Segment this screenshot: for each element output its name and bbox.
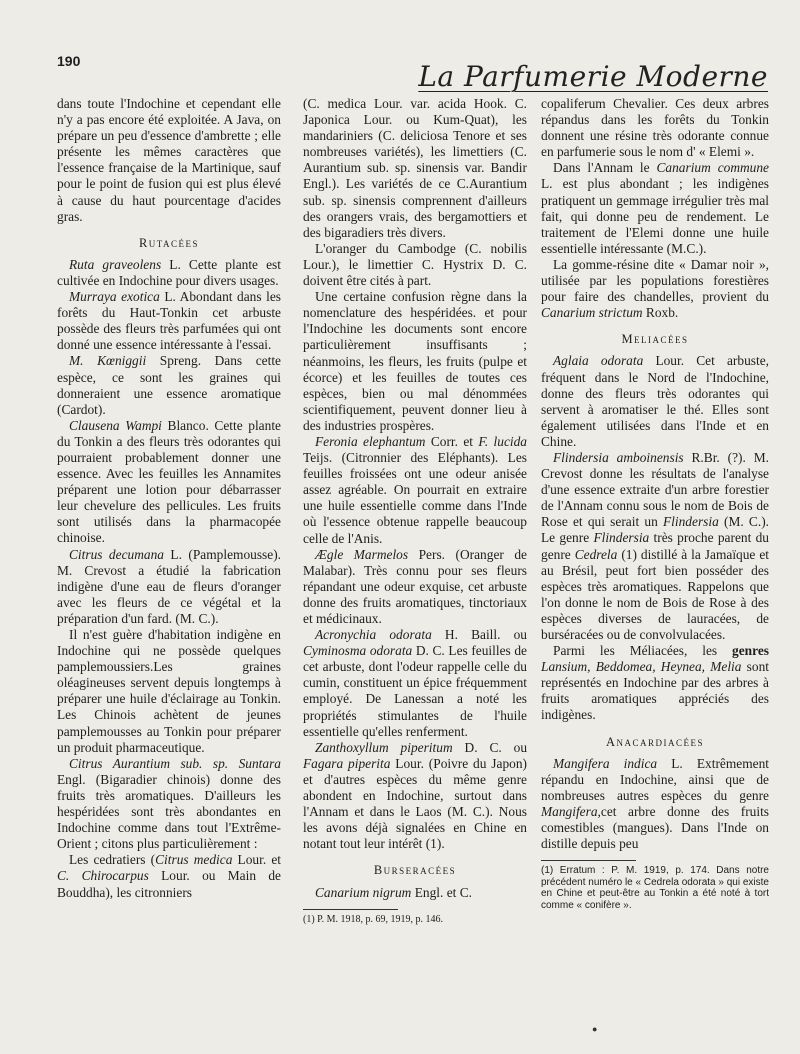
page-number: 190 [57,53,81,69]
species-name: Mangifera indica [553,755,658,771]
paragraph: Mangifera indica L. Extrêmement répandu en Indochine, ainsi que de nombreuses autres espèces du genre Mangifera,cet arbre donne des fruits comestibles (mangues). Dans l'Inde on distille depuis peu [541,755,769,852]
species-name: Ægle Marmelos [315,546,409,562]
species-name: Zanthoxyllum piperitum [315,739,453,755]
paragraph: Murraya exotica L. Abondant dans les forêts du Haut-Tonkin cet arbuste possède des fleurs très parfumées qui ont donné une essence intéressante à l'essai. [57,289,281,353]
species-name: Cedrela [574,546,618,562]
paragraph: M. Kœniggii Spreng. Dans cette espèce, ce sont les graines qui donneraient une essence aromatique (Cardot). [57,353,281,417]
species-name: Feronia elephantum [315,433,426,449]
text-column-1 [57,96,281,901]
species-name: Citrus Aurantium sub. sp. Suntara [69,755,281,771]
species-name: Aglaia odorata [553,353,644,369]
species-name: Canarium nigrum [315,884,412,900]
paragraph: Il n'est guère d'habitation indigène en Indochine qui ne possède quelques pamplemoussiers.Les graines oléagineuses servent depuis longtemps à préparer une huile d'éclairage au Tonkin. Les Chinois achètent de jeunes pamplemousses au Tonkin pour préparer un produit pharmaceutique. [57,627,281,755]
bullet-ornament-icon: ● [592,1024,598,1034]
paragraph: Ægle Marmelos Pers. (Oranger de Malabar). Très connu pour ses fleurs répandant une odeur exquise, cet arbuste donne des fruits aromatiques, tinctoriaux et médicinaux. [303,546,528,626]
paragraph: Canarium nigrum Engl. et C. [315,884,472,900]
species-name: Mangifera [541,803,598,819]
journal-title: La Parfumerie Moderne [418,60,768,93]
paragraph: Acronychia odorata H. Baill. ou Cyminosma odorata D. C. Les feuilles de cet arbuste, dont l'odeur rappelle celle du cumin, constituent un épice fréquemment employé. De Lanessan a noté les propriétés stimulantes de l'huile essentielle qu'elles renferment. [303,627,528,739]
species-name: Canarium strictum [541,305,643,321]
species-name: Flindersia [662,514,719,530]
footnote: (1) P. M. 1918, p. 69, 1919, p. 146. [303,913,444,925]
footnote-divider [541,860,636,861]
section-heading-rutacees: Rutacées [138,235,200,250]
paragraph: Parmi les Méliacées, les genres Lansium, Beddomea, Heynea, Melia sont représentés en Indochine par des arbres à fruits aromatiques appréciés des indigènes. [541,643,770,723]
species-name: Flindersia amboinensis [553,449,684,465]
species-name: Lansium, Beddomea, Heynea, Melia [541,659,742,675]
paragraph: Citrus decumana L. (Pamplemousse). M. Crevost a étudié la fabrication indigène d'une eau de fleurs d'oranger avec les fleurs de ce végétal et la préparation d'un fard. (M. C.). [57,546,282,626]
species-name: Citrus decumana [69,546,164,562]
paragraph: (C. medica Lour. var. acida Hook. C. Japonica Lour. ou Kum-Quat), les mandariniers (C. deliciosa Tenore et ses nombreuses variétés), les limettiers (C. Aurantium sub. sp. sinensis var. Bandir Engl.). Les variétés de ce C.Aurantium sub. sp. sinensis comprennent d'ailleurs des orangers vrais, des bergamottiers et des bigaradiers très divers. [303,96,527,240]
species-name: Flindersia [593,530,650,546]
species-name: Cyminosma odorata [303,643,413,659]
species-name: Citrus medica [155,852,233,868]
paragraph: copaliferum Chevalier. Ces deux arbres répandus dans les forêts du Tonkin donnent une résine très odorante connue en parfumerie sous le nom d' « Elemi ». [541,96,769,160]
paragraph: Les cedratiers (Citrus medica Lour. et C. Chirocarpus Lour. ou Main de Bouddha), les citronniers [57,852,281,900]
paragraph: Une certaine confusion règne dans la nomenclature des hespéridées. et pour l'Indochine les documents sont encore particulièrement insuffisants ; néanmoins, les fleurs, les fruits (pulpe et écorce) et les feuilles de toutes ces espèces, bien ou mal dénommées scientifiquement, peuvent donner lieu à des industries prospères. [303,289,527,433]
emphasis: genres [732,643,769,659]
page-header [0,0,800,96]
text-column-3 [541,96,769,911]
species-name: Clausena Wampi [69,417,162,433]
paragraph: dans toute l'Indochine et cependant elle n'y a pas encore été exploitée. A Java, on prépare un peu d'essence d'ambrette ; elle présente les mêmes caractères que l'essence française de la Martinique, sauf pour le point de fusion qui est plus élevé à cause du haut pourcentage d'acides gras. [57,96,281,224]
species-name: C. Chirocarpus [57,868,149,884]
species-name: Murraya exotica [69,289,160,305]
species-name: Ruta graveolens [69,256,162,272]
species-name: Fagara piperita [303,755,391,771]
paragraph: L'oranger du Cambodge (C. nobilis Lour.), le limettier C. Hystrix D. C. doivent être cités à part. [303,240,527,289]
species-name: M. Kœniggii [69,353,147,369]
paragraph: Dans l'Annam le Canarium commune L. est plus abondant ; les indigènes pratiquent un gemmage irrégulier très mal fait, qui donne peu de rendement. Le traitement de l'Elemi donne une huile essentielle intéressante (M.C.). [541,160,770,256]
paragraph: Clausena Wampi Blanco. Cette plante du Tonkin a des fleurs très odorantes qui pourraient probablement donner une essence. Avec les feuilles les Annamites préparent une lotion pour débarrasser leur chevelure des pellicules. Les fruits sont utilisés dans la pharmacopée chinoise. [57,417,281,546]
paragraph: Ruta graveolens L. Cette plante est cultivée en Indochine pour divers usages. [57,256,281,288]
species-name: Canarium commune [656,160,770,176]
paragraph: Aglaia odorata Lour. Cet arbuste, fréquent dans le Nord de l'Indochine, donne des fleurs très odorantes qui servent à aromatiser le thé. Elles sont également utilisées dans l'Inde et en Chine. [541,353,769,449]
footnote-divider [303,909,398,910]
paragraph: Citrus Aurantium sub. sp. Suntara Engl. (Bigaradier chinois) donne des fruits très aromatiques. D'ailleurs les hespéridées sont très abondantes en Indochine comme dans tout l'Extrême-Orient ; citons plus particulièrement : [57,755,281,852]
paragraph: Feronia elephantum Corr. et F. lucida Teijs. (Citronnier des Eléphants). Les feuilles froissées ont une odeur anisée assez agréable. On pourrait en extraire une huile essentielle comme dans l'Inde où l'essence obtenue rappelle beaucoup celle de l'Anis. [303,433,527,546]
section-heading-anacardiacees: Anacardiacées [605,734,705,749]
species-name: F. lucida [478,433,527,449]
species-name: Acronychia odorata [315,627,432,643]
paragraph: Zanthoxyllum piperitum D. C. ou Fagara piperita Lour. (Poivre du Japon) et d'autres espèces du même genre abondent en Indochine, surtout dans l'Annam et dans le Laos (M. C.). Nous les avons déjà signalées en Chine en notant tout leur intérêt (1). [303,739,528,852]
paragraph: Flindersia amboinensis R.Br. (?). M. Crevost donne les résultats de l'analyse d'une essence extraite d'un arbre forestier de l'Annam connu sous le nom de Bois de Rose et qui serait un Flindersia (M. C.). Le genre Flindersia très proche parent du genre Cedrela (1) distillé à la Jamaïque et au Brésil, peut fort bien posséder des espèces très aromatiques. Rappelons que l'on donne le nom de Bois de Rose à des espèces diverses de lauracées, de burséracées ou de convolvulacées. [541,449,769,642]
section-heading-burseracees: Burseracées [373,863,457,878]
paragraph: La gomme-résine dite « Damar noir », utilisée par les populations forestières pour faire des chandelles, provient du Canarium strictum Roxb. [541,256,769,321]
section-heading-meliacees: Meliacées [621,332,689,347]
text-column-2 [303,96,527,925]
footnote: (1) Erratum : P. M. 1919, p. 174. Dans notre précédent numéro le « Cedrela odorata » qui existe en Chine et peut-être au Tonkin a été noté à tort comme « conifère ». [541,865,769,911]
